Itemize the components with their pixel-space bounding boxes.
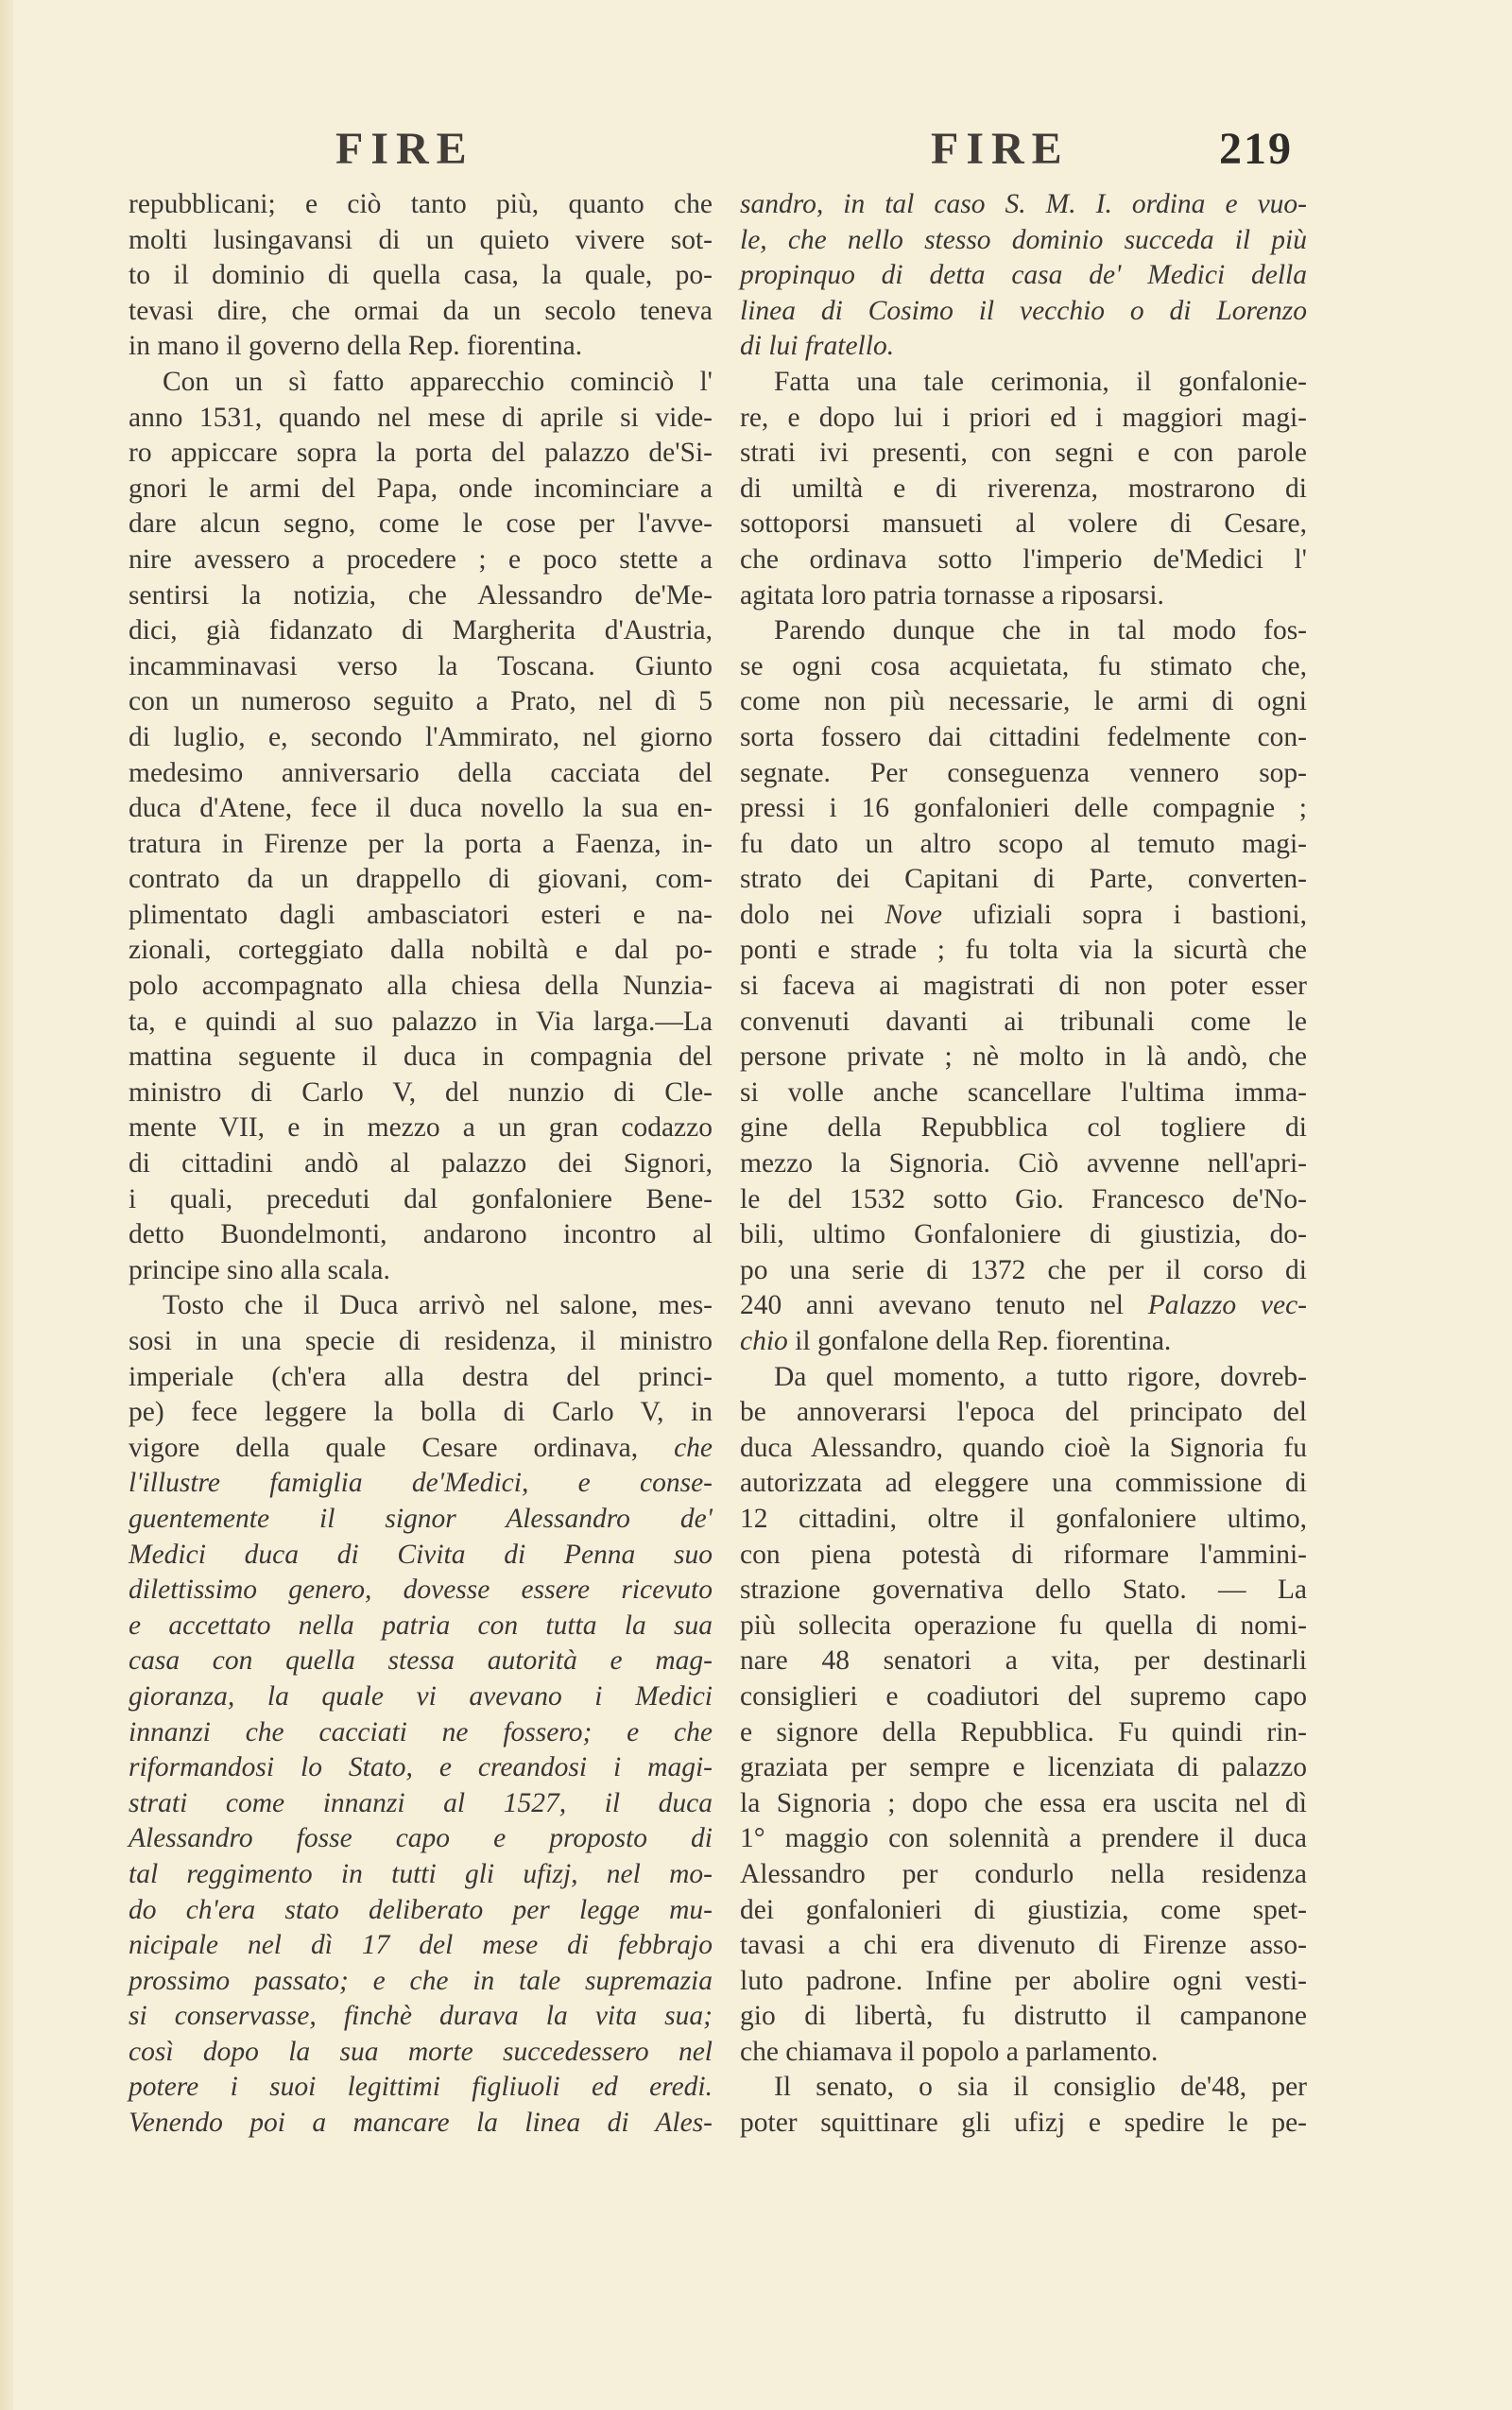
text-line: duca d'Atene, fece il duca novello la sua en- — [129, 793, 713, 824]
text-line: Fatta una tale cerimonia, il gonfalonie- — [774, 366, 1307, 397]
text-line: to il dominio di quella casa, la quale, po- — [129, 260, 713, 291]
text-line: di luglio, e, secondo l'Ammirato, nel giorno — [129, 721, 713, 752]
running-head-right: FIRE — [931, 124, 1070, 174]
text-line: si volle anche scancellare l'ultima imma- — [740, 1076, 1307, 1108]
text-line: ta, e quindi al suo palazzo in Via larga.—La — [129, 1006, 713, 1037]
text-line: innanzi che cacciati ne fossero; e che — [129, 1716, 713, 1747]
text-line: tavasi a chi era divenuto di Firenze asso- — [740, 1930, 1307, 1961]
text-line: segnate. Per conseguenza vennero sop- — [740, 757, 1307, 788]
text-line: nicipale nel dì 17 del mese di febbrajo — [129, 1930, 713, 1961]
text-line: Alessandro per condurlo nella residenza — [740, 1858, 1307, 1889]
text-line: potere i suoi legittimi figliuoli ed eredi. — [129, 2072, 713, 2103]
text-line: do ch'era stato deliberato per legge mu- — [129, 1894, 713, 1925]
text-line: ro appiccare sopra la porta del palazzo de'Si- — [129, 438, 713, 469]
text-line: nire avessero a procedere ; e poco stette a — [129, 543, 713, 575]
text-line: mente VII, e in mezzo a un gran codazzo — [129, 1112, 713, 1144]
text-line: strazione governativa dello Stato. — La — [740, 1575, 1307, 1606]
text-line: poter squittinare gli ufizj e spedire le pe- — [740, 2108, 1307, 2139]
text-line: dolo nei Nove ufiziali sopra i bastioni, — [740, 899, 1307, 930]
text-line: linea di Cosimo il vecchio o di Lorenzo — [740, 295, 1307, 326]
text-line: zionali, corteggiato dalla nobiltà e dal po- — [129, 935, 713, 966]
text-line: principe sino alla scala. — [129, 1254, 390, 1285]
text-line: 12 cittadini, oltre il gonfaloniere ultimo, — [740, 1503, 1307, 1534]
text-line: autorizzata ad eleggere una commissione di — [740, 1468, 1307, 1499]
text-line: imperiale (ch'era alla destra del princi- — [129, 1361, 713, 1392]
text-line: tevasi dire, che ormai da un secolo teneva — [129, 295, 713, 326]
text-line: plimentato dagli ambasciatori esteri e na- — [129, 899, 713, 930]
text-line: anno 1531, quando nel mese di aprile si vide- — [129, 402, 713, 433]
text-line: se ogni cosa acquietata, fu stimato che, — [740, 650, 1307, 681]
text-line: re, e dopo lui i priori ed i maggiori magi- — [740, 402, 1307, 433]
text-line: riformandosi lo Stato, e creandosi i magi- — [129, 1752, 713, 1783]
text-line: e signore della Repubblica. Fu quindi rin- — [740, 1716, 1307, 1747]
text-line: repubblicani; e ciò tanto più, quanto che — [129, 189, 713, 219]
text-line: Medici duca di Civita di Penna suo — [129, 1539, 713, 1570]
text-line: che ordinava sotto l'imperio de'Medici l' — [740, 543, 1307, 575]
text-line: con piena potestà di riformare l'ammini- — [740, 1539, 1307, 1570]
text-line: gio di libertà, fu distrutto il campanone — [740, 2001, 1307, 2032]
text-line: Il senato, o sia il consiglio de'48, per — [774, 2072, 1307, 2103]
text-line: chio il gonfalone della Rep. fiorentina. — [740, 1326, 1172, 1356]
text-line: sorta fossero dai cittadini fedelmente con- — [740, 721, 1307, 752]
text-line: Parendo dunque che in tal modo fos- — [774, 615, 1307, 646]
text-line: fu dato un altro scopo al temuto magi- — [740, 828, 1307, 859]
text-line: consiglieri e coadiutori del supremo capo — [740, 1680, 1307, 1712]
page-number: 219 — [1219, 124, 1293, 174]
text-line: prossimo passato; e che in tale supremazia — [129, 1965, 713, 1996]
text-line: contrato da un drappello di giovani, com- — [129, 864, 713, 895]
text-line: duca Alessandro, quando cioè la Signoria fu — [740, 1432, 1307, 1463]
text-line: be annoverarsi l'epoca del principato del — [740, 1397, 1307, 1428]
text-line: le, che nello stesso dominio succeda il più — [740, 224, 1307, 255]
right-text-column — [740, 187, 1307, 2142]
text-line: casa con quella stessa autorità e mag- — [129, 1645, 713, 1677]
text-line: incamminavasi verso la Toscana. Giunto — [129, 650, 713, 681]
text-line: ponti e strade ; fu tolta via la sicurtà che — [740, 935, 1307, 966]
text-line: l'illustre famiglia de'Medici, e conse- — [129, 1468, 713, 1499]
text-line: molti lusingavansi di un quieto vivere sot- — [129, 224, 713, 255]
text-line: in mano il governo della Rep. fiorentina. — [129, 331, 583, 362]
text-line: la Signoria ; dopo che essa era uscita nel dì — [740, 1787, 1307, 1818]
text-line: che chiamava il popolo a parlamento. — [740, 2036, 1159, 2067]
left-text-column — [129, 187, 713, 2142]
text-line: vigore della quale Cesare ordinava, che — [129, 1432, 713, 1463]
text-line: pressi i 16 gonfalonieri delle compagnie ; — [740, 793, 1307, 824]
text-line: luto padrone. Infine per abolire ogni vesti- — [740, 1965, 1307, 1996]
text-line: strato dei Capitani di Parte, converten- — [740, 864, 1307, 895]
italic-span: Nove — [885, 899, 942, 930]
text-line: ministro di Carlo V, del nunzio di Cle- — [129, 1076, 713, 1108]
italic-span: Palazzo vec- — [1147, 1290, 1307, 1321]
text-line: tal reggimento in tutti gli ufizj, nel mo- — [129, 1858, 713, 1889]
text-line: strati come innanzi al 1527, il duca — [129, 1787, 713, 1818]
text-line: graziata per sempre e licenziata di palazzo — [740, 1752, 1307, 1783]
text-line: 1° maggio con solennità a prendere il duca — [740, 1823, 1307, 1854]
text-line: Da quel momento, a tutto rigore, dovreb- — [774, 1361, 1307, 1392]
page-gutter-shadow — [0, 0, 13, 2410]
text-line: polo accompagnato alla chiesa della Nunzia- — [129, 971, 713, 1002]
text-line: sosi in una specie di residenza, il ministro — [129, 1326, 713, 1356]
text-line: po una serie di 1372 che per il corso di — [740, 1254, 1307, 1285]
text-line: come non più necessarie, le armi di ogni — [740, 686, 1307, 717]
text-line: medesimo anniversario della cacciata del — [129, 757, 713, 788]
text-line: così dopo la sua morte succedessero nel — [129, 2036, 713, 2067]
italic-span: chio — [740, 1326, 788, 1356]
text-line: dei gonfalonieri di giustizia, come spet- — [740, 1894, 1307, 1925]
italic-span: che — [674, 1432, 713, 1463]
text-line: detto Buondelmonti, andarono incontro al — [129, 1219, 713, 1250]
text-line: sottoporsi mansueti al volere di Cesare, — [740, 508, 1307, 540]
text-line: dare alcun segno, come le cose per l'avve- — [129, 508, 713, 540]
text-line: Con un sì fatto apparecchio cominciò l' — [163, 366, 713, 397]
text-line: agitata loro patria tornasse a riposarsi. — [740, 579, 1164, 611]
text-line: 240 anni avevano tenuto nel Palazzo vec- — [740, 1290, 1307, 1321]
text-line: strati ivi presenti, con segni e con parole — [740, 438, 1307, 469]
text-line: sandro, in tal caso S. M. I. ordina e vuo- — [740, 189, 1307, 219]
text-line: nare 48 senatori a vita, per destinarli — [740, 1645, 1307, 1677]
text-line: e accettato nella patria con tutta la sua — [129, 1610, 713, 1641]
text-line: Alessandro fosse capo e proposto di — [129, 1823, 713, 1854]
text-line: Venendo poi a mancare la linea di Ales- — [129, 2108, 713, 2139]
text-line: tratura in Firenze per la porta a Faenza, in- — [129, 828, 713, 859]
text-line: gioranza, la quale vi avevano i Medici — [129, 1680, 713, 1712]
text-line: mezzo la Signoria. Ciò avvenne nell'apri- — [740, 1148, 1307, 1179]
text-line: con un numeroso seguito a Prato, nel dì 5 — [129, 686, 713, 717]
text-line: propinquo di detta casa de' Medici della — [740, 260, 1307, 291]
text-line: di umiltà e di riverenza, mostrarono di — [740, 473, 1307, 504]
text-line: di lui fratello. — [740, 331, 895, 362]
text-line: convenuti davanti ai tribunali come le — [740, 1006, 1307, 1037]
text-line: dilettissimo genero, dovesse essere ricevuto — [129, 1575, 713, 1606]
text-line: gnori le armi del Papa, onde incominciare a — [129, 473, 713, 504]
running-head-left: FIRE — [335, 124, 474, 174]
text-line: Tosto che il Duca arrivò nel salone, mes- — [163, 1290, 713, 1321]
text-line: più sollecita operazione fu quella di nomi- — [740, 1610, 1307, 1641]
text-line: le del 1532 sotto Gio. Francesco de'No- — [740, 1183, 1307, 1214]
text-line: i quali, preceduti dal gonfaloniere Bene- — [129, 1183, 713, 1214]
text-line: sentirsi la notizia, che Alessandro de'Me- — [129, 579, 713, 611]
text-line: dici, già fidanzato di Margherita d'Austria, — [129, 615, 713, 646]
text-line: guentemente il signor Alessandro de' — [129, 1503, 713, 1534]
text-line: bili, ultimo Gonfaloniere di giustizia, do- — [740, 1219, 1307, 1250]
text-line: si conservasse, finchè durava la vita sua; — [129, 2001, 713, 2032]
text-line: di cittadini andò al palazzo dei Signori, — [129, 1148, 713, 1179]
text-line: mattina seguente il duca in compagnia del — [129, 1041, 713, 1073]
text-line: persone private ; nè molto in là andò, che — [740, 1041, 1307, 1073]
text-line: gine della Repubblica col togliere di — [740, 1112, 1307, 1144]
text-line: pe) fece leggere la bolla di Carlo V, in — [129, 1397, 713, 1428]
text-line: si faceva ai magistrati di non poter esser — [740, 971, 1307, 1002]
